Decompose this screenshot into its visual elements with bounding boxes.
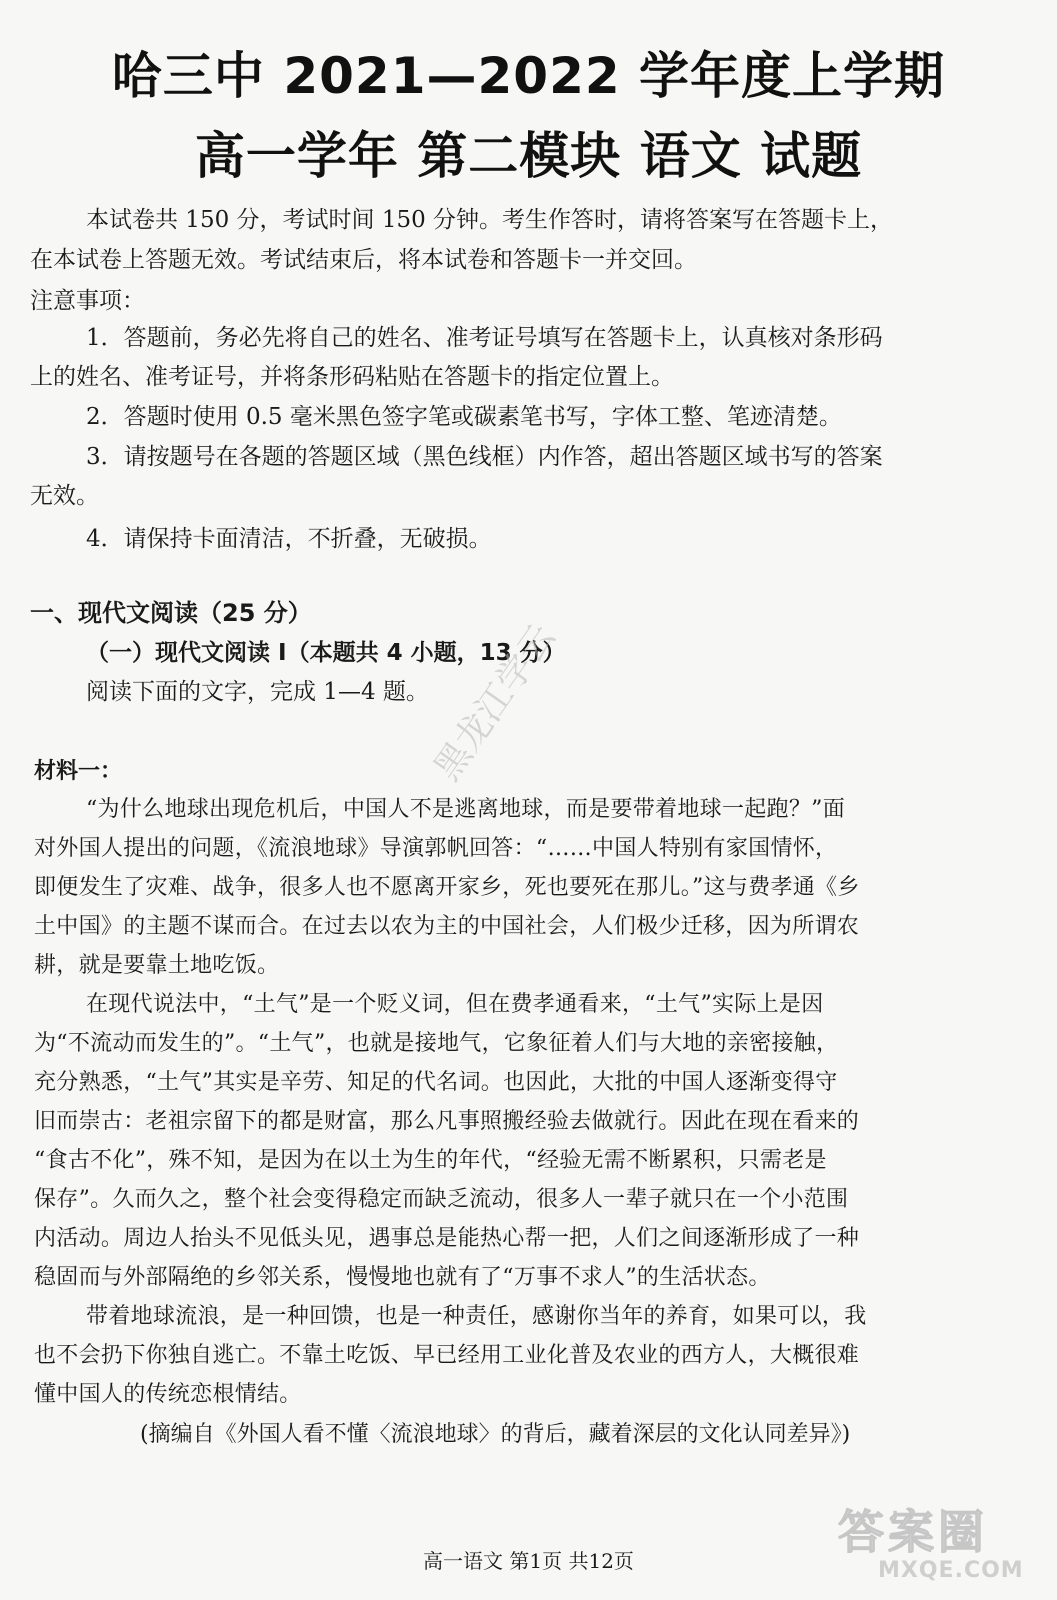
material-line: 即便发生了灾难、战争，很多人也不愿离开家乡，死也要死在那儿。”这与费孝通《乡 — [34, 875, 860, 900]
material-line: 带着地球流浪，是一种回馈，也是一种责任，感谢你当年的养育，如果可以，我 — [86, 1304, 867, 1329]
logo-text: 答案圈 — [838, 1505, 988, 1559]
material-line: 对外国人提出的问题，《流浪地球》导演郭帆回答：“……中国人特别有家国情怀， — [34, 836, 838, 861]
page-footer: 高一语文 第1页 共12页 — [423, 1549, 634, 1573]
intro-line-1: 本试卷共 150 分，考试时间 150 分钟。考生作答时，请将答案写在答题卡上， — [86, 207, 894, 233]
material-line: 充分熟悉，“土气”其实是辛劳、知足的代名词。也因此，大批的中国人逐渐变得守 — [34, 1070, 838, 1095]
material-label: 材料一： — [34, 759, 123, 784]
exam-title: 哈三中 2021—2022 学年度上学期 — [111, 47, 946, 105]
material-line: 内活动。周边人抬头不见低头见，遇事总是能热心帮一把，人们之间逐渐形成了一种 — [34, 1226, 860, 1251]
material-line: 懂中国人的传统恋根情结。 — [34, 1382, 302, 1407]
notice-item-3-line-2: 无效。 — [30, 483, 99, 509]
material-line: 在现代说法中，“土气”是一个贬义词，但在费孝通看来，“土气”实际上是因 — [86, 992, 824, 1017]
material-source: (摘编自《外国人看不懂〈流浪地球〉的背后，藏着深层的文化认同差异》) — [140, 1422, 851, 1447]
material-line: “食古不化”，殊不知，是因为在以土为生的年代，“经验无需不断累积，只需老是 — [34, 1148, 827, 1173]
notice-item-3-line-1: 3．请按题号在各题的答题区域（黑色线框）内作答，超出答题区域书写的答案 — [86, 444, 883, 470]
notice-item-1-line-1: 1．答题前，务必先将自己的姓名、准考证号填写在答题卡上，认真核对条形码 — [86, 325, 883, 351]
material-line: “为什么地球出现危机后，中国人不是逃离地球，而是要带着地球一起跑？”面 — [86, 797, 845, 822]
material-line: 稳固而与外部隔绝的乡邻关系，慢慢地也就有了“万事不求人”的生活状态。 — [34, 1265, 771, 1290]
notice-item-2: 2．答题时使用 0.5 毫米黑色签字笔或碳素笔书写，字体工整、笔迹清楚。 — [86, 404, 842, 430]
material-line: 旧而崇古：老祖宗留下的都是财富，那么凡事照搬经验去做就行。因此在现在看来的 — [34, 1109, 860, 1134]
logo-domain: MXQE.COM — [878, 1558, 1024, 1583]
section-title: 一、现代文阅读（25 分） — [30, 599, 312, 627]
section-instruction: 阅读下面的文字，完成 1—4 题。 — [86, 679, 429, 705]
site-logo — [838, 1496, 1048, 1596]
material-line: 土中国》的主题不谋而合。在过去以农为主的中国社会，人们极少迁移，因为所谓农 — [34, 914, 860, 939]
intro-line-2: 在本试卷上答题无效。考试结束后，将本试卷和答题卡一并交回。 — [30, 247, 697, 273]
material-line: 也不会扔下你独自逃亡。不靠土吃饭、早已经用工业化普及农业的西方人，大概很难 — [34, 1343, 860, 1368]
notice-heading: 注意事项： — [30, 288, 145, 314]
section-subtitle: （一）现代文阅读 I（本题共 4 小题，13 分） — [86, 640, 566, 666]
notice-item-1-line-2: 上的姓名、准考证号，并将条形码粘贴在答题卡的指定位置上。 — [30, 364, 674, 390]
watermark: 黑龙江学云 — [426, 617, 564, 789]
material-line: 耕，就是要靠土地吃饭。 — [34, 953, 280, 978]
material-line: 保存”。久而久之，整个社会变得稳定而缺乏流动，很多人一辈子就只在一个小范围 — [34, 1187, 849, 1212]
material-line: 为“不流动而发生的”。“土气”，也就是接地气，它象征着人们与大地的亲密接触， — [34, 1031, 839, 1056]
notice-item-4: 4．请保持卡面清洁，不折叠，无破损。 — [86, 526, 492, 552]
exam-subtitle: 高一学年 第二模块 语文 试题 — [194, 127, 863, 185]
